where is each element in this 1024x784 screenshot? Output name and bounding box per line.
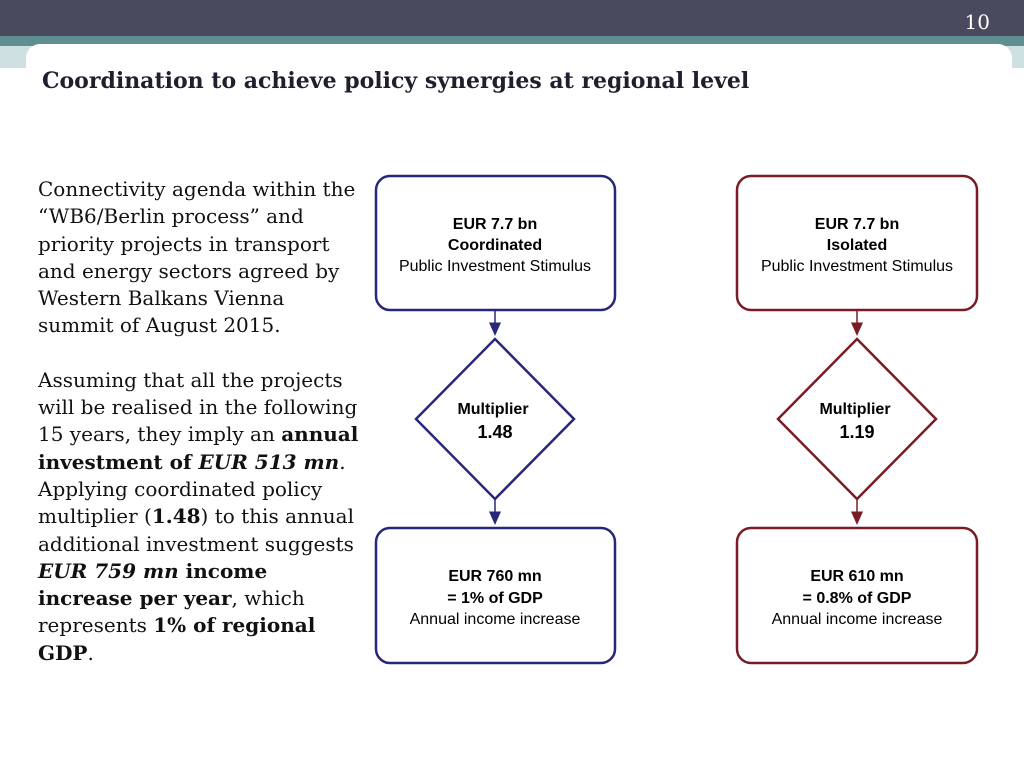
coordinated-stimulus-label: Coordinated xyxy=(447,237,543,254)
isolated-multiplier-label: Multiplier xyxy=(819,401,891,418)
coordinated-stimulus-desc: Public Investment Stimulus xyxy=(398,258,592,275)
isolated-income-desc: Annual income increase xyxy=(771,611,943,628)
paragraph-1: Connectivity agenda within the “WB6/Berlin process” and priority projects in transport and energy sectors agreed by Western Balkans Vienna summit of August 2015. xyxy=(38,177,356,338)
coordinated-multiplier-label: Multiplier xyxy=(457,401,529,418)
isolated-income-amount: EUR 610 mn xyxy=(810,568,904,585)
coordinated-stimulus-amount: EUR 7.7 bn xyxy=(452,216,538,233)
isolated-stimulus-amount: EUR 7.7 bn xyxy=(814,216,900,233)
isolated-multiplier-value: 1.19 xyxy=(839,422,875,442)
coordinated-income-amount: EUR 760 mn xyxy=(448,568,542,585)
isolated-multiplier-diamond xyxy=(778,339,936,499)
isolated-stimulus-label: Isolated xyxy=(826,237,888,254)
isolated-income-gdp: = 0.8% of GDP xyxy=(802,590,912,607)
slide-title: Coordination to achieve policy synergies at regional level xyxy=(42,68,750,94)
isolated-flow xyxy=(737,176,977,663)
coordinated-income-desc: Annual income increase xyxy=(409,611,581,628)
slide-number: 10 xyxy=(964,10,990,34)
paragraph-2: Assuming that all the projects will be realised in the following 15 years, they imply an annual investment of EUR 513 mn. Applying coordinated policy multiplier (1.48) to this annual additional investment suggests EUR 759 mn income increase per year, which represents 1% of regional GDP. xyxy=(38,367,359,665)
isolated-stimulus-desc: Public Investment Stimulus xyxy=(760,258,954,275)
coordinated-income-gdp: = 1% of GDP xyxy=(447,590,543,607)
coordinated-multiplier-value: 1.48 xyxy=(477,422,513,442)
coordinated-multiplier-diamond xyxy=(416,339,574,499)
coordinated-flow xyxy=(376,176,615,663)
